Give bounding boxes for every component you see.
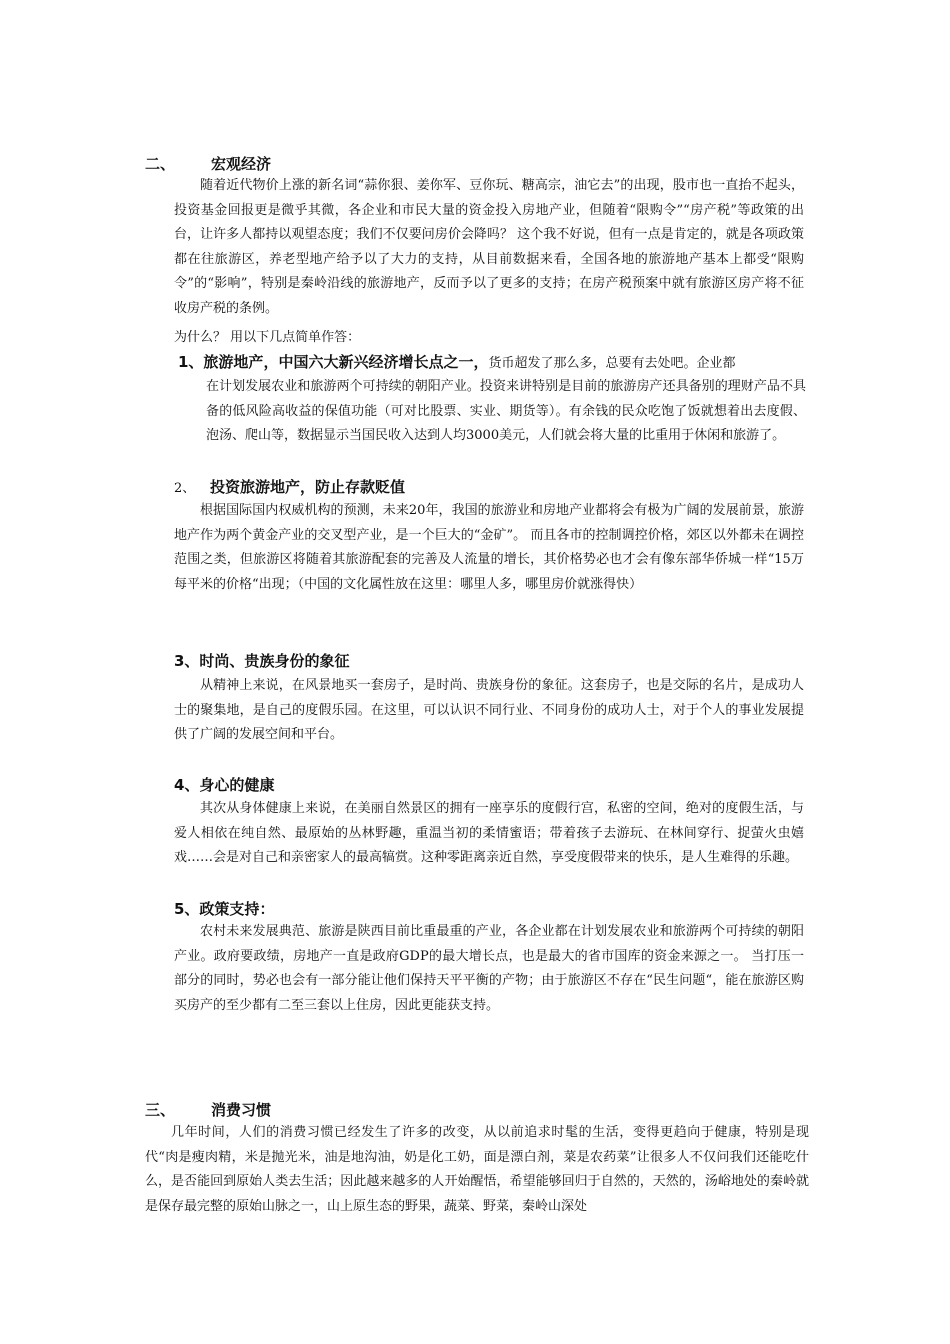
point-2-heading (174, 476, 405, 497)
point-1-title: 1、旅游地产，中国六大新兴经济增长点之一， (178, 353, 489, 371)
point-2-body: 根据国际国内权威机构的预测，未来20年，我国的旅游业和房地产业都将会有极为广阔的发展前景，旅游地产作为两个黄金产业的交叉型产业，是一个巨大的“金矿”。 而且各市的控制调控价格，郊区以外都未在调控范围之类，但旅游区将随着其旅游配套的完善及人流量的增长，其价格势必也才会有像东部华侨城一样“15万每平米的价格“出现；（中国的文化属性放在这里：哪里人多，哪里房价就涨得快） (174, 503, 804, 592)
point-3-heading: 3、时尚、贵族身份的象征 (174, 652, 350, 670)
point-1-title-tail: 货币超发了那么多，总要有去处吧。企业都 (488, 356, 736, 371)
section-title: 宏观经济 (211, 155, 272, 173)
section-title: 消费习惯 (211, 1101, 272, 1119)
section-heading-consumption (145, 1099, 271, 1120)
section-number: 三、 (145, 1101, 176, 1119)
point-1-heading (178, 351, 735, 372)
point-4-heading: 4、身心的健康 (174, 776, 275, 794)
point-4-body: 其次从身体健康上来说，在美丽自然景区的拥有一座享乐的度假行宫，私密的空间，绝对的度假生活，与爱人相依在纯自然、最原始的丛林野趣，重温当初的柔情蜜语；带着孩子去游玩、在林间穿行、捉萤火虫嬉戏……会是对自己和亲密家人的最高犒赏。这种零距离亲近自然，享受度假带来的快乐，是人生难得的乐趣。 (174, 801, 804, 865)
section-number: 二、 (145, 155, 176, 173)
point-5-heading: 5、政策支持： (174, 900, 275, 918)
point-2-number: 2、 (174, 481, 196, 496)
point-3-body: 从精神上来说，在风景地买一套房子，是时尚、贵族身份的象征。这套房子，也是交际的名片，是成功人士的聚集地，是自己的度假乐园。在这里，可以认识不同行业、不同身份的成功人士，对于个人的事业发展提供了广阔的发展空间和平台。 (174, 678, 804, 742)
point-1-body: 在计划发展农业和旅游两个可持续的朝阳产业。投资来讲特别是目前的旅游房产还具备别的理财产品不具备的低风险高收益的保值功能（可对比股票、实业、期货等）。有余钱的民众吃饱了饭就想着出去度假、泡汤、爬山等，数据显示当国民收入达到人均3000美元，人们就会将大量的比重用于休闲和旅游了。 (206, 379, 806, 443)
why-line: 为什么？ 用以下几点简单作答： (174, 330, 361, 345)
section-heading-macro (145, 153, 271, 174)
consumption-paragraph: 几年时间，人们的消费习惯已经发生了许多的改变，从以前追求时髦的生活，变得更趋向于健康，特别是现代“肉是瘦肉精，米是抛光米，油是地沟油，奶是化工奶，面是漂白剂，菜是农药菜”让很多人不仅问我们还能吃什么，是否能回到原始人类去生活；因此越来越多的人开始醒悟，希望能够回归于自然的，天然的，汤峪地处的秦岭就是保存最完整的原始山脉之一，山上原生态的野果，蔬菜、野菜，秦岭山深处 (145, 1125, 809, 1214)
point-2-title: 投资旅游地产，防止存款贬值 (210, 478, 406, 496)
macro-intro-paragraph: 随着近代物价上涨的新名词“蒜你狠、姜你军、豆你玩、糖高宗，油它去”的出现，股市也一直抬不起头，投资基金回报更是微乎其微，各企业和市民大量的资金投入房地产业，但随着“限购令”“房产税”等政策的出台，让许多人都持以观望态度；我们不仅要问房价会降吗？ 这个我不好说，但有一点是肯定的，就是各项政策都在往旅游区，养老型地产给予以了大力的支持，从目前数据来看，全国各地的旅游地产基本上都受“限购令”的“影响”，特别是秦岭沿线的旅游地产，反而予以了更多的支持；在房产税预案中就有旅游区房产将不征收房产税的条例。 (174, 178, 804, 316)
point-5-body: 农村未来发展典范、旅游是陕西目前比重最重的产业，各企业都在计划发展农业和旅游两个可持续的朝阳产业。政府要政绩，房地产一直是政府GDP的最大增长点，也是最大的省市国库的资金来源之一。 当打压一部分的同时，势必也会有一部分能让他们保持天平平衡的产物；由于旅游区不存在“民生问题“，能在旅游区购买房产的至少都有二至三套以上住房，因此更能获支持。 (174, 924, 804, 1013)
